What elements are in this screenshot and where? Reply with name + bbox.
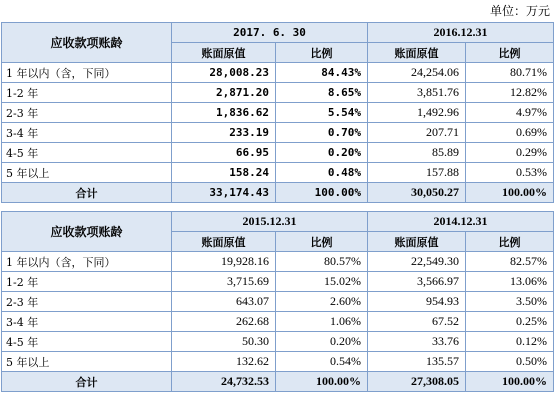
cell-value: 0.50% [466,352,554,372]
cell-value: 3,715.69 [172,272,276,292]
cell-value: 22,549.30 [368,252,466,272]
aging-table-2015-2014 [1,211,554,392]
cell-value: 0.20% [276,332,368,352]
cell-value: 24,254.06 [368,63,466,83]
cell-value: 67.52 [368,312,466,332]
cell-value: 0.54% [276,352,368,372]
row-label: 1 年以内（含，下同） [2,63,172,83]
cell-value: 2,871.20 [172,83,276,103]
total-value: 100.00% [466,183,554,203]
row-label: 3-4 年 [2,123,172,143]
cell-value: 158.24 [172,163,276,183]
total-row [2,183,554,203]
cell-value: 3,851.76 [368,83,466,103]
row-label: 4-5 年 [2,143,172,163]
total-value: 27,308.05 [368,372,466,392]
unit-label: 单位：万元 [489,4,550,18]
cell-value: 207.71 [368,123,466,143]
column-header: 比例 [276,232,368,252]
cell-value: 12.82% [466,83,554,103]
column-header: 比例 [466,232,554,252]
cell-value: 262.68 [172,312,276,332]
total-value: 100.00% [276,372,368,392]
row-label: 2-3 年 [2,103,172,123]
cell-value: 643.07 [172,292,276,312]
cell-value: 0.29% [466,143,554,163]
cell-value: 4.97% [466,103,554,123]
cell-value: 1.06% [276,312,368,332]
cell-value: 5.54% [276,103,368,123]
total-value: 24,732.53 [172,372,276,392]
cell-value: 2.60% [276,292,368,312]
cell-value: 132.62 [172,352,276,372]
cell-value: 233.19 [172,123,276,143]
column-header: 比例 [276,43,368,63]
cell-value: 8.65% [276,83,368,103]
cell-value: 0.20% [276,143,368,163]
table-row [2,143,554,163]
row-label: 3-4 年 [2,312,172,332]
period-header: 2017. 6. 30 [172,23,368,43]
cell-value: 19,928.16 [172,252,276,272]
table-row [2,252,554,272]
cell-value: 1,492.96 [368,103,466,123]
table-header-aging: 应收款项账龄 [2,23,172,63]
cell-value: 0.48% [276,163,368,183]
cell-value: 15.02% [276,272,368,292]
total-label: 合计 [2,183,172,203]
period-header: 2016.12.31 [368,23,554,43]
cell-value: 85.89 [368,143,466,163]
cell-value: 0.25% [466,312,554,332]
total-value: 100.00% [466,372,554,392]
cell-value: 80.57% [276,252,368,272]
column-header: 账面原值 [172,232,276,252]
table-row [2,83,554,103]
period-header: 2014.12.31 [368,212,554,232]
cell-value: 50.30 [172,332,276,352]
column-header: 账面原值 [172,43,276,63]
table-row [2,103,554,123]
total-label: 合计 [2,372,172,392]
cell-value: 3,566.97 [368,272,466,292]
cell-value: 13.06% [466,272,554,292]
table-row [2,292,554,312]
row-label: 1 年以内（含，下同） [2,252,172,272]
total-row [2,372,554,392]
table-header-aging: 应收款项账龄 [2,212,172,252]
cell-value: 28,008.23 [172,63,276,83]
row-label: 1-2 年 [2,272,172,292]
cell-value: 33.76 [368,332,466,352]
table-row [2,163,554,183]
cell-value: 66.95 [172,143,276,163]
total-value: 30,050.27 [368,183,466,203]
row-label: 2-3 年 [2,292,172,312]
row-label: 4-5 年 [2,332,172,352]
cell-value: 0.70% [276,123,368,143]
cell-value: 3.50% [466,292,554,312]
cell-value: 0.12% [466,332,554,352]
row-label: 5 年以上 [2,163,172,183]
total-value: 33,174.43 [172,183,276,203]
cell-value: 1,836.62 [172,103,276,123]
cell-value: 82.57% [466,252,554,272]
aging-table-2017-2016 [1,22,554,203]
total-value: 100.00% [276,183,368,203]
table-row [2,312,554,332]
column-header: 账面原值 [368,232,466,252]
row-label: 1-2 年 [2,83,172,103]
column-header: 账面原值 [368,43,466,63]
cell-value: 954.93 [368,292,466,312]
cell-value: 84.43% [276,63,368,83]
cell-value: 0.69% [466,123,554,143]
cell-value: 0.53% [466,163,554,183]
table-row [2,352,554,372]
table-row [2,272,554,292]
cell-value: 135.57 [368,352,466,372]
table-row [2,63,554,83]
cell-value: 80.71% [466,63,554,83]
table-row [2,332,554,352]
period-header: 2015.12.31 [172,212,368,232]
row-label: 5 年以上 [2,352,172,372]
table-row [2,123,554,143]
cell-value: 157.88 [368,163,466,183]
column-header: 比例 [466,43,554,63]
